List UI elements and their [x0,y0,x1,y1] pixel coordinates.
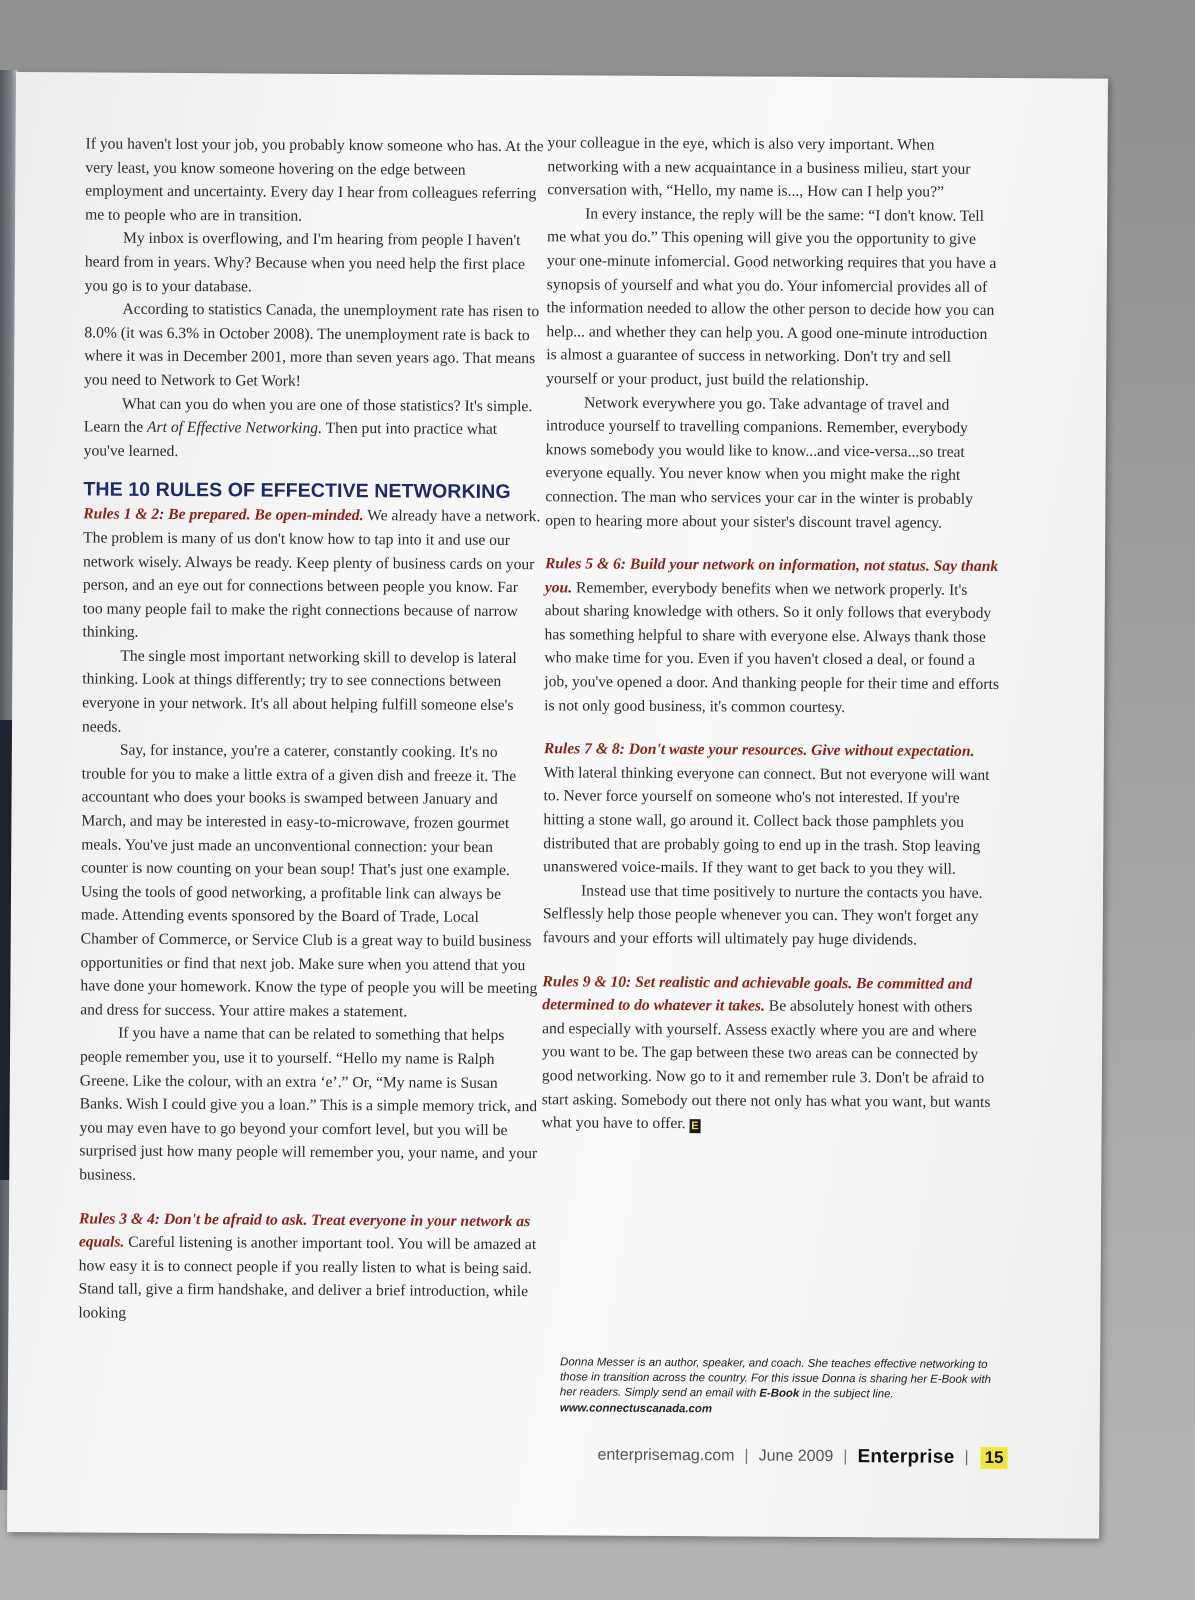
page-footer [567,1440,1007,1473]
paragraph [542,970,998,1138]
byline-text: Donna Messer is an author, speaker, and coach. She teaches effective networking to those in transition across the country. For this issue Donna is sharing her E-Book with her readers. Simply send an email with [559,1356,992,1400]
paragraph: In every instance, the reply will be the same: “I don't know. Tell me what you do.” This opening will give you the opportunity to give your one-minute infomercial. Good networking requires that you have a synopsis of yourself and what you do. Your infomercial provides all of the information needed to allow the other person to decide how you can help... and whether they can help you. A good one-minute introduction is almost a guarantee of success in networking. Don't try and sell yourself or your product, just build the relationship. [546,205,997,390]
paragraph [543,737,999,881]
paragraph [544,552,1000,720]
footer-separator: | [843,1448,848,1466]
left-column [78,132,543,1327]
paragraph-text: What can you do when you are one of those statistics? It's simple. Learn the [83,395,533,436]
paragraph: According to statistics Canada, the unemployment rate has risen to 8.0% (it was 6.3% in October 2008). The unemployment rate is back to where it was in December 2001, more than seven years ago. That means you need to Network to Get Work! [84,300,540,390]
footer-site: enterprisemag.com [597,1446,735,1465]
end-mark-icon: E [691,1120,699,1133]
paragraph-text: Remember, everybody benefits when we network properly. It's about sharing knowledge with others. So it only follows that everybody has something helpful to share with everyone else. Always thank those who make time for you. Even if you haven't closed a deal, or found a job, you've opened a door. And thanking people for their time and efforts is not only good business, it's common courtesy. [544,579,999,716]
paragraph: your colleague in the eye, which is also very important. When networking with a new acquaintance in a business milieu, start your conversation with, “Hello, my name is..., How can I help you?” [547,134,971,201]
right-column [542,131,1003,1138]
paragraph: My inbox is overflowing, and I'm hearing from people I haven't heard from in years. Why? Because when you need help the first place you go is to your database. [84,230,525,296]
byline-keyword: E-Book [759,1387,800,1401]
rule-title: Rules 5 & 6: Build your network on information, not status. Say thank you. [544,555,999,597]
footer-separator: | [744,1447,749,1465]
paragraph-text: With lateral thinking everyone can connect. But not everyone will want to. Never force yourself on someone who's not interested. If you're hitting a stone wall, go around it. Collect back those pamphlets you distributed that are probably going to end up in the trash. Stop leaving unanswered voice-mails. If they want to get back to you they will. [543,764,990,878]
footer-separator: | [964,1448,969,1466]
author-byline [560,1355,1010,1419]
paragraph-text: We already have a network. The problem is many of us don't know how to tap into it and use our network wisely. Always be ready. Keep plenty of business cards on your person, and an eye out for connections between people you know. Far too many people fail to make the right connections because of narrow thinking. [82,507,541,642]
paragraph [83,503,542,647]
paragraph [84,392,542,466]
footer-brand: Enterprise [857,1446,955,1468]
rule-title: Rules 7 & 8: Don't waste your resources. Give without expectation. [543,740,975,761]
section-heading: THE 10 RULES OF EFFECTIVE NETWORKING [83,478,511,504]
paragraph: Say, for instance, you're a caterer, constantly cooking. It's no trouble for you to make a little extra of a given dish and freeze it. The accountant who does your books is swamped between January and March, and may be interested in easy-to-microwave, frozen gourmet meals. You've just made an unconventional connection: your bean counter is now counting on your bean soup! That's just one example. Using the tools of good networking, a profitable link can always be made. Attending events sponsored by the Board of Trade, Local Chamber of Commerce, or Service Club is a great way to build business opportunities or find that next job. Make sure when you attend that you have done your homework. Know the type of people you will be meeting and dress for success. Your attire makes a statement. [80,741,538,1021]
paragraph-text: Be absolutely honest with others and especially with yourself. Assess exactly where you are and where you want to be. The gap between these two areas can be connected by good networking. Now go to it and remember rule 3. Don't be afraid to start asking. Somebody out there not only has what you want, but wants what you have to offer. [541,997,991,1133]
paragraph: The single most important networking skill to develop is lateral thinking. Look at things differently; try to see connections between everyone in your network. It's all about helping fulfill someone else's needs. [81,647,517,736]
paragraph: If you have a name that can be related to something that helps people remember you, use it to yourself. “Hello my name is Ralph Greene. Like the colour, with an extra ‘e’.” Or, “My name is Susan Banks. Wish I could give you a loan.” This is a simple memory trick, and you may even have to go beyond your comfort level, but you will be surprised just how many people will remember you, your name, and your business. [79,1025,538,1184]
paragraph: Instead use that time positively to nurture the contacts you have. Selflessly help those people whenever you can. They won't forget any favours and your efforts will ultimately pay huge dividends. [542,882,983,949]
page-number: 15 [981,1447,1008,1469]
paragraph [78,1207,537,1328]
paragraph: Network everywhere you go. Take advantage of travel and introduce yourself to travelling companions. Remember, everybody knows somebody you would like to know...and vice-versa...so treat everyone equally. You never know when you might make the right connection. The man who services your car in the winter is probably open to hearing more about your sister's discount travel agency. [545,394,974,532]
paragraph-text: Then put into practice what you've learned. [83,420,498,460]
byline-text: in the subject line. [799,1388,894,1401]
paragraph: If you haven't lost your job, you probably know someone who has. At the very least, you know someone hovering on the edge between employment and uncertainty. Every day I hear from colleagues referring me to people who are in transition. [85,135,544,225]
rule-title: Rules 3 & 4: Don't be afraid to ask. Treat everyone in your network as equals. [78,1209,531,1251]
rule-title: Rules 1 & 2: Be prepared. Be open-minded. [83,505,364,525]
footer-date: June 2009 [758,1447,834,1466]
magazine-page [7,72,1108,1539]
byline-url: www.connectuscanada.com [559,1401,713,1415]
rule-title: Rules 9 & 10: Set realistic and achievable goals. Be committed and determined to do whatever it takes. [542,972,973,1015]
paragraph-text: Careful listening is another important tool. You will be amazed at how easy it is to connect people if you really listen to what is being said. Stand tall, give a firm handshake, and deliver a brief introduction, while looking [78,1233,537,1322]
book-title: Art of Effective Networking. [146,418,323,438]
